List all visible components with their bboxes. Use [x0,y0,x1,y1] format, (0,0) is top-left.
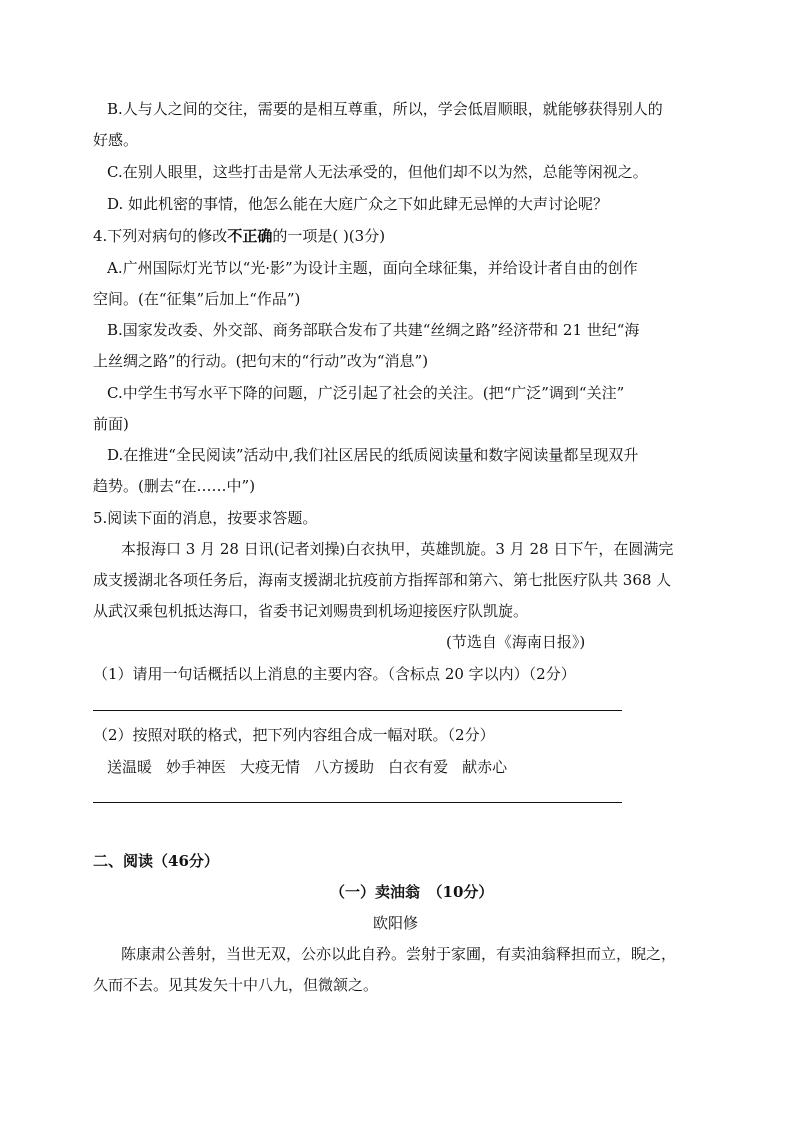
passage-text-line2: 久而不去。见其发矢十中八九，但微颔之。 [93,976,379,994]
q3-option-c: C.在别人眼里，这些打击是常人无法承受的，但他们却不以为然，总能等闲视之。 [107,163,648,181]
q4-option-d-line1: D.在推进“全民阅读”活动中,我们社区居民的纸质阅读量和数字阅读量都呈现双升 [107,446,639,464]
section-heading: 二、阅读（46分） [93,852,219,870]
couplet-word: 送温暖 [107,758,153,776]
q3-option-b-line2: 好感。 [93,131,139,149]
q4-option-a-line2: 空间。(在“征集”后加上“作品”) [93,290,301,308]
q3-option-b-line1: B.人与人之间的交往，需要的是相互尊重，所以，学会低眉顺眼，就能够获得别人的 [107,100,663,118]
passage-author: 欧阳修 [373,914,419,932]
q4-option-b-line1: B.国家发改委、外交部、商务部联合发布了共建“丝绸之路”经济带和 21 世纪“海 [107,321,640,339]
couplet-word: 白衣有爱 [388,758,449,776]
q3-option-d: D. 如此机密的事情，他怎么能在大庭广众之下如此肆无忌惮的大声讨论呢？ [107,195,609,213]
q4-option-c-line1: C.中学生书写水平下降的问题，广泛引起了社会的关注。(把“广泛”调到“关注” [107,384,625,402]
q4-option-d-line2: 趋势。(删去“在……中”) [93,477,256,495]
q5-news-line2: 成支援湖北各项任务后，海南支援湖北抗疫前方指挥部和第六、第七批医疗队共 368 人 [93,571,672,589]
q4-option-b-line2: 上丝绸之路”的行动。(把句末的“行动”改为“消息”) [93,352,429,370]
couplet-word: 八方援助 [314,758,375,776]
couplet-word: 献赤心 [462,758,508,776]
q4-stem-part1: 4.下列对病句的修改 [93,227,228,245]
couplet-word: 妙手神医 [166,758,227,776]
q5-sub2: （2）按照对联的格式，把下列内容组合成一幅对联。（2分） [93,726,495,744]
q4-stem-emphasis: 不正确 [227,227,273,245]
answer-line-2[interactable] [93,802,622,803]
couplet-word: 大疫无情 [240,758,301,776]
passage-text-line1: 陈康肃公善射，当世无双，公亦以此自矜。尝射于家圃，有卖油翁释担而立，睨之， [121,945,677,963]
q5-source: (节选自《海南日报》) [446,633,586,651]
q5-stem: 5.阅读下面的消息，按要求答题。 [93,509,318,527]
q4-stem [93,226,385,246]
q5-news-line1: 本报海口 3 月 28 日讯(记者刘操)白衣执甲，英雄凯旋。3 月 28 日下午，在圆满完 [121,540,674,558]
q4-stem-part2: 的一项是( )(3分) [272,227,386,245]
answer-line-1[interactable] [93,710,622,711]
q5-news-line3: 从武汉乘包机抵达海口，省委书记刘赐贵到机场迎接医疗队凯旋。 [93,602,529,620]
couplet-word-bank [107,757,521,777]
passage-title: （一）卖油翁 （10分） [330,883,494,901]
q5-sub1: （1）请用一句话概括以上消息的主要内容。（含标点 20 字以内）（2分） [93,665,576,683]
q4-option-c-line2: 前面) [93,415,129,433]
q4-option-a-line1: A.广州国际灯光节以“光·影”为设计主题，面向全球征集，并给设计者自由的创作 [107,259,638,277]
